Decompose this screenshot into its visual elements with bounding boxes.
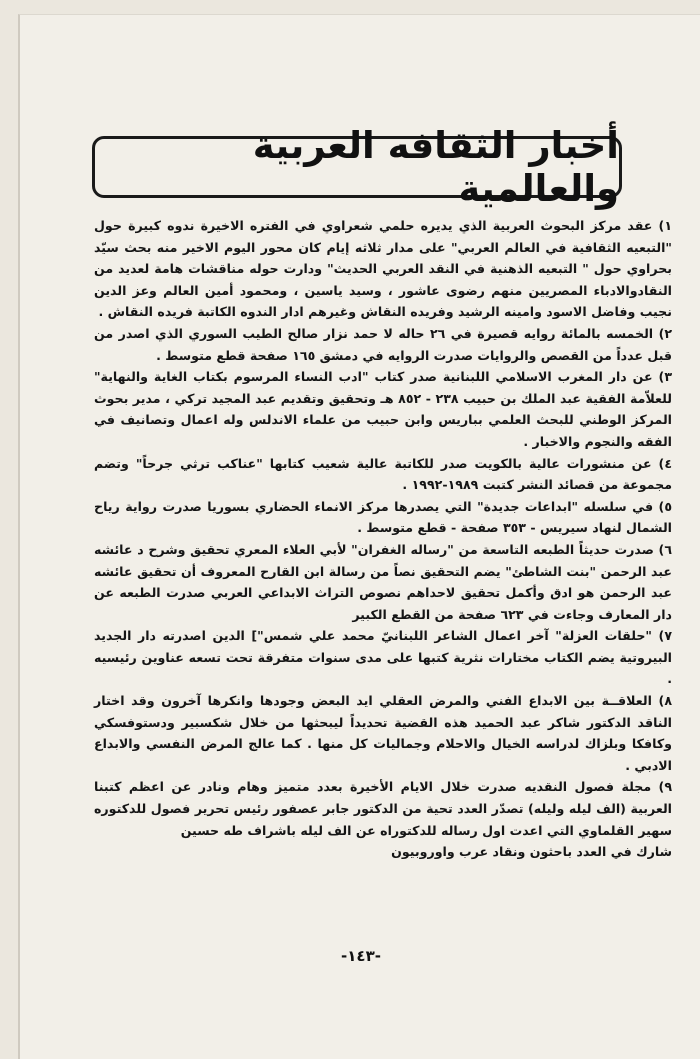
page-title: أخبار الثقافه العربية والعالمية bbox=[252, 124, 619, 210]
news-item: ٧) "حلقات العزلة" آخر اعمال الشاعر اللبنانيّ محمد علي شمس"] الدين اصدرته دار الجديد البيروتية يضم الكتاب مختارات نثرية كتبها على مدى سنوات متفرقة تحت تسعه عناوين رئيسيه . bbox=[94, 628, 672, 687]
news-item: ٤) عن منشورات عالية بالكويت صدر للكاتبة عالية شعيب كتابها "عناكب ترثي جرحاً" وتضم مجموعة من قصائد النشر كتبت ١٩٨٩-١٩٩٢ . bbox=[94, 455, 672, 493]
news-item: ٨) العلاقــة بين الابداع الفني والمرض العقلي ايد البعض وجودها وانكرها آخرون وقد اختار الناقد الدكتور شاكر عبد الحميد هذه القضية تحديداً ليبحثها من خلال شكسبير ودستوفسكي وكافكا وبلزاك لدراسه الخيال والاحلام وجماليات كل منها . كما عالج المرض النفسي والابداع الادبي . bbox=[94, 693, 672, 773]
news-item: ٥) في سلسله "ابداعات جديدة" التي يصدرها مركز الانماء الحضاري بسوريا صدرت رواية رياح الشمال لنهاد سيريس - ٣٥٣ صفحة - قطع متوسط . bbox=[94, 498, 672, 536]
page-number: -١٤٣- bbox=[341, 947, 381, 965]
news-item: ٦) صدرت حديثاً الطبعه التاسعة من "رساله الغفران" لأبي العلاء المعري تحقيق وشرح د عائشه عبد الرحمن "بنت الشاطئ" يضم التحقيق نصاً من رسالة ابن القارح المعروف أن تحقيق عائشه عبد الرحمن هو ادق وأكمل تحقيق لاحداهم نصوص التراث الابداعي العربي صدرت الطبعه عن دار المعارف وجاءت في ٦٢٣ صفحة من القطع الكبير bbox=[94, 541, 672, 622]
news-item: ٣) عن دار المغرب الاسلامي اللبنانية صدر كتاب "ادب النساء المرسوم بكتاب الغاية والنهاية" للعلاّمة الفقية عبد الملك بن حبيب ٢٣٨ - ٨٥٢ هـ وتحقيق وتقديم عبد المجيد تركي ، مدير بحوث المركز الوطني للبحث العلمي بباريس وابن حبيب من علماء الاندلس وله اعمال وتصانيف في الفقه والنجوم والاخبار . bbox=[94, 369, 672, 449]
page-sheet bbox=[18, 14, 700, 1059]
news-list bbox=[94, 215, 672, 863]
news-item: ٩) مجلة فصول النقديه صدرت خلال الايام الأخيرة بعدد متميز وهام ونادر عن اعظم كتبنا العربية (الف ليله وليله) تصدّر العدد تحية من الدكتور جابر عصفور رئيس تحرير فصول للدكتوره سهير القلماوي التي اعدت اول رساله للدكتوراه عن الف ليله باشراف طه حسين bbox=[94, 779, 672, 838]
title-banner bbox=[92, 124, 622, 210]
news-item-contributors: شارك في العدد باحثون ونقاد عرب واوروبيون bbox=[391, 844, 672, 860]
news-item: ٢) الخمسه بالمائة روايه قصيرة في ٢٦ حاله لا حمد نزار صالح الطيب السوري الذي اصدر من قبل عدداً من القصص والروايات صدرت الروايه في دمشق ١٦٥ صفحة قطع متوسط . bbox=[94, 325, 673, 363]
news-item: ١) عقد مركز البحوث العربية الذي يديره حلمي شعراوي في الفتره الاخيرة ندوه كبيرة حول "التبعيه الثقافية في العالم العربي" على مدار ثلاثه إيام كان محور اليوم الاخير منه بحث سيّد بحراوي حول " التبعيه الذهنية في النقد العربي الحديث" ودارت حوله مناقشات هامة لعديد من النقادوالادباء المصريين منهم رضوى عاشور ، وسيد ياسين ، ومحمود أمين العالم وعز الدين نجيب وفاضل الاسود وامينه الرشيد وفريده النقاش وغيرهم ادار الندوه الكاتبة فريده النقاش . bbox=[94, 218, 672, 320]
